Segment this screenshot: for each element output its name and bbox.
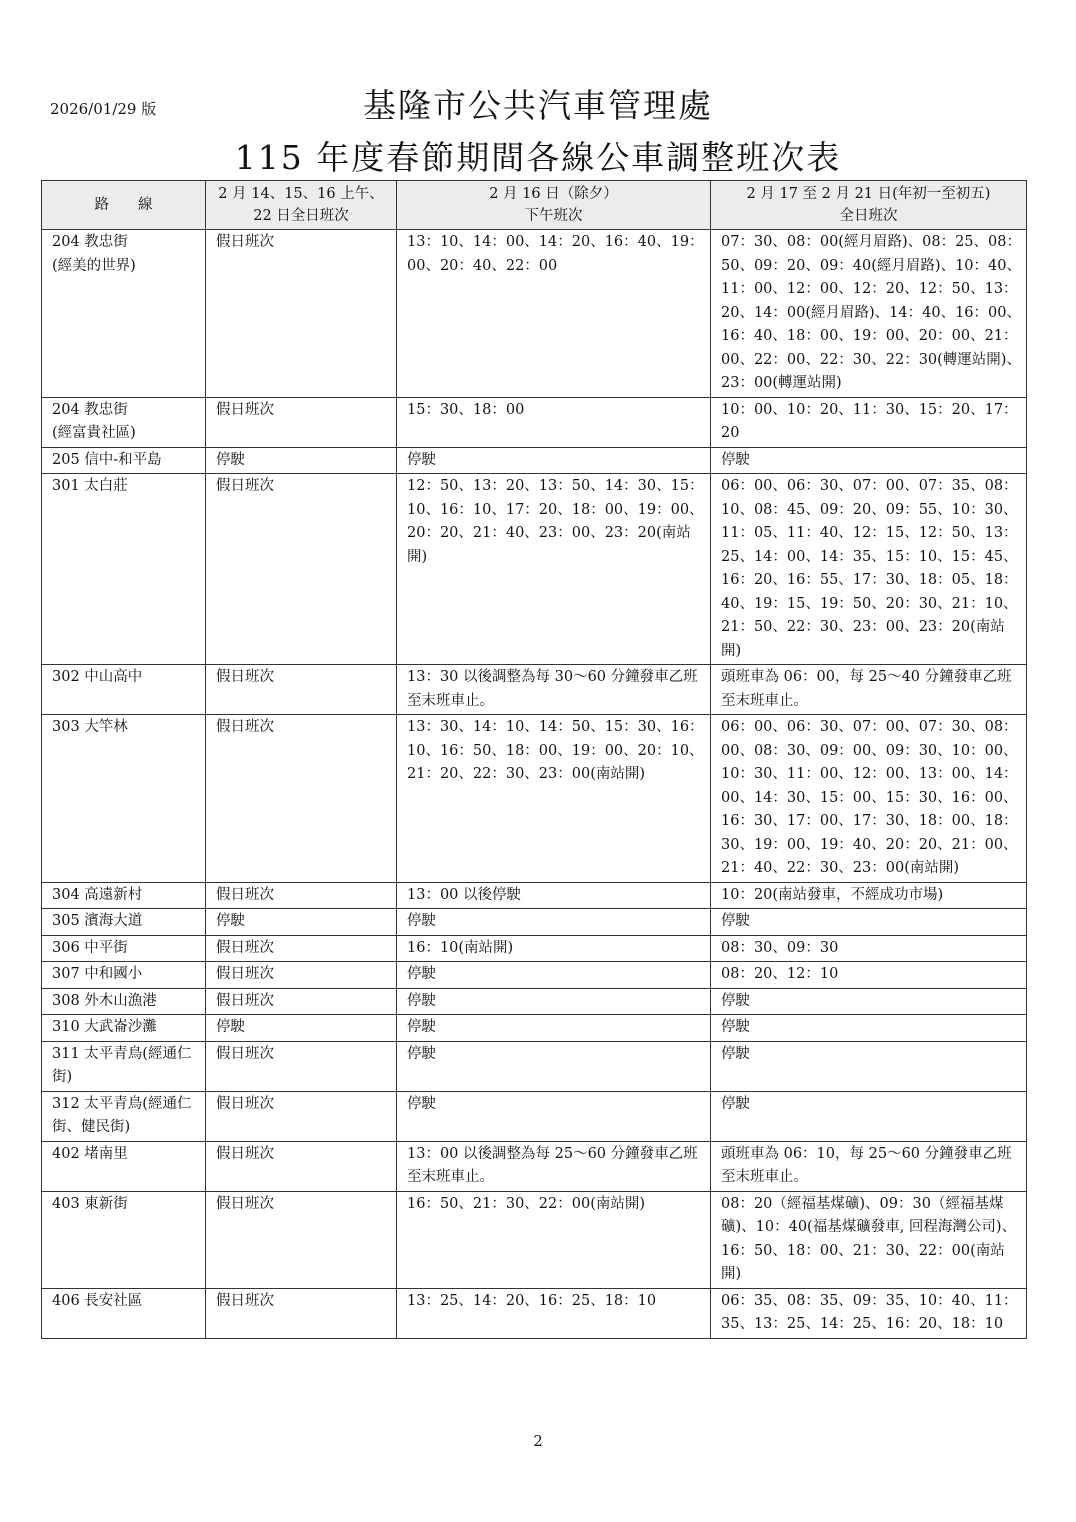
eve-cell: 停駛 [397,988,711,1015]
table-row [42,1288,1027,1338]
table-row [42,988,1027,1015]
page-number: 2 [533,1432,543,1450]
eve-cell: 13：30、14：10、14：50、15：30、16：10、16：50、18：00、19：00、20：10、21：20、22：30、23：00(南站開) [397,715,711,883]
holiday-cell: 假日班次 [206,397,397,447]
route-cell: 204 教忠街 (經富貴社區) [42,397,206,447]
route-cell: 305 濱海大道 [42,909,206,936]
new-year-cell: 頭班車為 06：10，每 25～60 分鐘發車乙班至末班車止。 [711,1141,1027,1191]
new-year-cell: 06：00、06：30、07：00、07：35、08：10、08：45、09：20、09：55、10：30、11：05、11：40、12：15、12：50、13：25、14：00、14：35、15：10、15：45、16：20、16：55、17：30、18：05、18：40、19：15、19：50、20：30、21：10、21：50、22：30、23：00、23：20(南站開) [711,474,1027,665]
header-new-year-days: 2 月 17 至 2 月 21 日(年初一至初五) 全日班次 [711,181,1027,230]
schedule-table [41,180,1027,1339]
table-row [42,909,1027,936]
new-year-cell: 停駛 [711,1015,1027,1042]
route-cell: 406 長安社區 [42,1288,206,1338]
route-cell: 311 太平青鳥(經通仁街) [42,1041,206,1091]
eve-cell: 停駛 [397,447,711,474]
eve-cell: 停駛 [397,1091,711,1141]
version-label: 2026/01/29 版 [50,100,157,118]
page-title: 基隆市公共汽車管理處 [363,86,713,125]
header-holiday: 2 月 14、15、16 上午、 22 日全日班次 [206,181,397,230]
new-year-cell: 10：20(南站發車，不經成功市場) [711,882,1027,909]
holiday-cell: 假日班次 [206,1041,397,1091]
new-year-cell: 停駛 [711,909,1027,936]
holiday-cell: 假日班次 [206,882,397,909]
holiday-cell: 假日班次 [206,1191,397,1288]
new-year-cell: 07：30、08：00(經月眉路)、08：25、08：50、09：20、09：40(經月眉路)、10：40、11：00、12：00、12：20、12：50、13：20、14：00(經月眉路)、14：40、16：00、16：40、18：00、19：00、20：00、21：00、22：00、22：30、22：30(轉運站開)、23：00(轉運站開) [711,230,1027,398]
route-cell: 302 中山高中 [42,665,206,715]
eve-cell: 停駛 [397,909,711,936]
page-subtitle: 115 年度春節期間各線公車調整班次表 [234,138,842,177]
new-year-cell: 08：20、12：10 [711,962,1027,989]
table-row [42,882,1027,909]
new-year-cell: 停駛 [711,1041,1027,1091]
route-cell: 312 太平青鳥(經通仁街、健民街) [42,1091,206,1141]
eve-cell: 停駛 [397,1015,711,1042]
holiday-cell: 假日班次 [206,1141,397,1191]
route-cell: 310 大武崙沙灘 [42,1015,206,1042]
eve-cell: 停駛 [397,1041,711,1091]
eve-cell: 15：30、18：00 [397,397,711,447]
new-year-cell: 06：35、08：35、09：35、10：40、11：35、13：25、14：25、16：20、18：10 [711,1288,1027,1338]
holiday-cell: 假日班次 [206,230,397,398]
table-row [42,1015,1027,1042]
new-year-cell: 10：00、10：20、11：30、15：20、17：20 [711,397,1027,447]
table-row [42,1191,1027,1288]
table-row [42,962,1027,989]
table-row [42,447,1027,474]
new-year-cell: 06：00、06：30、07：00、07：30、08：00、08：30、09：00、09：30、10：00、10：30、11：00、12：00、13：00、14：00、14：30、15：00、15：30、16：00、16：30、17：00、17：30、18：00、18：30、19：00、19：40、20：20、21：00、21：40、22：30、23：00(南站開) [711,715,1027,883]
route-cell: 204 教忠街 (經美的世界) [42,230,206,398]
route-cell: 303 大竿林 [42,715,206,883]
holiday-cell: 停駛 [206,909,397,936]
table-row [42,230,1027,398]
route-cell: 308 外木山漁港 [42,988,206,1015]
new-year-cell: 停駛 [711,447,1027,474]
table-row [42,715,1027,883]
new-year-cell: 停駛 [711,1091,1027,1141]
eve-cell: 停駛 [397,962,711,989]
holiday-cell: 假日班次 [206,1091,397,1141]
holiday-cell: 停駛 [206,447,397,474]
eve-cell: 16：10(南站開) [397,935,711,962]
table-row [42,474,1027,665]
holiday-cell: 假日班次 [206,715,397,883]
route-cell: 301 太白莊 [42,474,206,665]
table-row [42,665,1027,715]
holiday-cell: 假日班次 [206,474,397,665]
new-year-cell: 08：20（經福基煤礦)、09：30（經福基煤礦)、10：40(福基煤礦發車, 回程海灣公司)、16：50、18：00、21：30、22：00(南站開) [711,1191,1027,1288]
route-cell: 205 信中-和平島 [42,447,206,474]
eve-cell: 13：00 以後停駛 [397,882,711,909]
header-new-year-eve: 2 月 16 日（除夕） 下午班次 [397,181,711,230]
eve-cell: 13：00 以後調整為每 25～60 分鐘發車乙班至末班車止。 [397,1141,711,1191]
holiday-cell: 假日班次 [206,988,397,1015]
table-row [42,1041,1027,1091]
route-cell: 304 高遠新村 [42,882,206,909]
holiday-cell: 停駛 [206,1015,397,1042]
new-year-cell: 停駛 [711,988,1027,1015]
eve-cell: 13：25、14：20、16：25、18：10 [397,1288,711,1338]
eve-cell: 12：50、13：20、13：50、14：30、15：10、16：10、17：20、18：00、19：00、20：20、21：40、23：00、23：20(南站開) [397,474,711,665]
holiday-cell: 假日班次 [206,1288,397,1338]
route-cell: 306 中平街 [42,935,206,962]
holiday-cell: 假日班次 [206,665,397,715]
route-cell: 307 中和國小 [42,962,206,989]
header-row [42,181,1027,230]
schedule-rows [42,230,1027,1339]
table-row [42,935,1027,962]
new-year-cell: 08：30、09：30 [711,935,1027,962]
new-year-cell: 頭班車為 06：00，每 25～40 分鐘發車乙班至末班車止。 [711,665,1027,715]
route-cell: 402 堵南里 [42,1141,206,1191]
header-route: 路 線 [42,181,206,230]
eve-cell: 16：50、21：30、22：00(南站開) [397,1191,711,1288]
table-row [42,397,1027,447]
eve-cell: 13：10、14：00、14：20、16：40、19：00、20：40、22：00 [397,230,711,398]
holiday-cell: 假日班次 [206,935,397,962]
table-row [42,1141,1027,1191]
holiday-cell: 假日班次 [206,962,397,989]
eve-cell: 13：30 以後調整為每 30～60 分鐘發車乙班至末班車止。 [397,665,711,715]
route-cell: 403 東新街 [42,1191,206,1288]
table-row [42,1091,1027,1141]
